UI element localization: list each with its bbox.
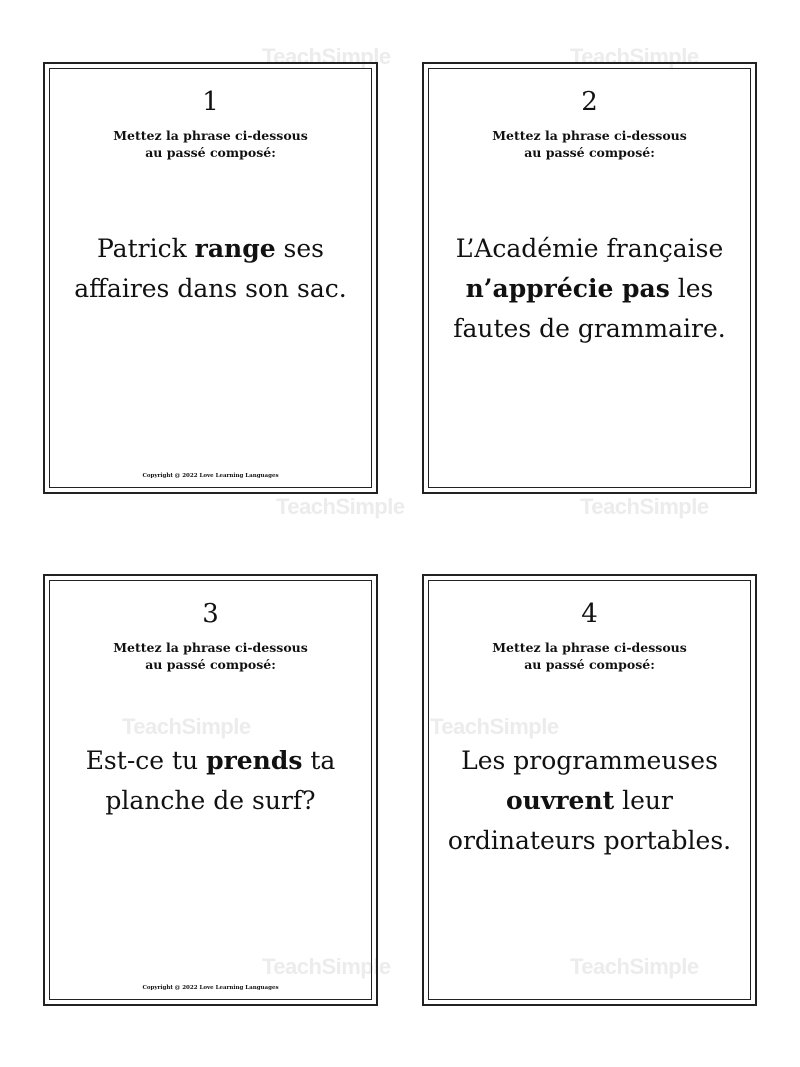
- watermark: TeachSimple: [262, 954, 391, 979]
- watermark: TeachSimple: [276, 494, 405, 519]
- watermark: TeachSimple: [570, 44, 699, 69]
- task-card-2: [422, 62, 757, 494]
- watermark: TeachSimple: [570, 954, 699, 979]
- card-number: 1: [202, 87, 219, 117]
- card-number: 3: [202, 599, 219, 629]
- card-number: 2: [581, 87, 598, 117]
- watermark: TeachSimple: [580, 494, 709, 519]
- verb: ouvrent: [506, 786, 615, 815]
- verb: range: [194, 234, 276, 263]
- copyright: Copyright @ 2022 Love Learning Languages: [142, 473, 279, 479]
- watermark: TeachSimple: [122, 714, 251, 739]
- card-instruction: Mettez la phrase ci-dessous au passé composé:: [492, 640, 687, 672]
- card-number: 4: [581, 599, 598, 629]
- watermark: TeachSimple: [430, 714, 559, 739]
- card-sentence: Est-ce tu prends ta planche de surf?: [85, 746, 336, 815]
- card-instruction: Mettez la phrase ci-dessous au passé composé:: [113, 128, 308, 160]
- verb: n’apprécie pas: [465, 274, 670, 303]
- copyright: Copyright @ 2022 Love Learning Languages: [142, 985, 279, 991]
- card-sentence: Patrick range ses affaires dans son sac.: [74, 234, 347, 303]
- task-card-3: [43, 574, 378, 1006]
- task-card-1: [43, 62, 378, 494]
- card-sentence: L’Académie française n’apprécie pas les fautes de grammaire.: [453, 234, 726, 343]
- watermark: TeachSimple: [262, 44, 391, 69]
- card-instruction: Mettez la phrase ci-dessous au passé composé:: [113, 640, 308, 672]
- card-instruction: Mettez la phrase ci-dessous au passé composé:: [492, 128, 687, 160]
- task-card-4: [422, 574, 757, 1006]
- verb: prends: [206, 746, 303, 775]
- card-sentence: Les programmeuses ouvrent leur ordinateurs portables.: [447, 746, 732, 855]
